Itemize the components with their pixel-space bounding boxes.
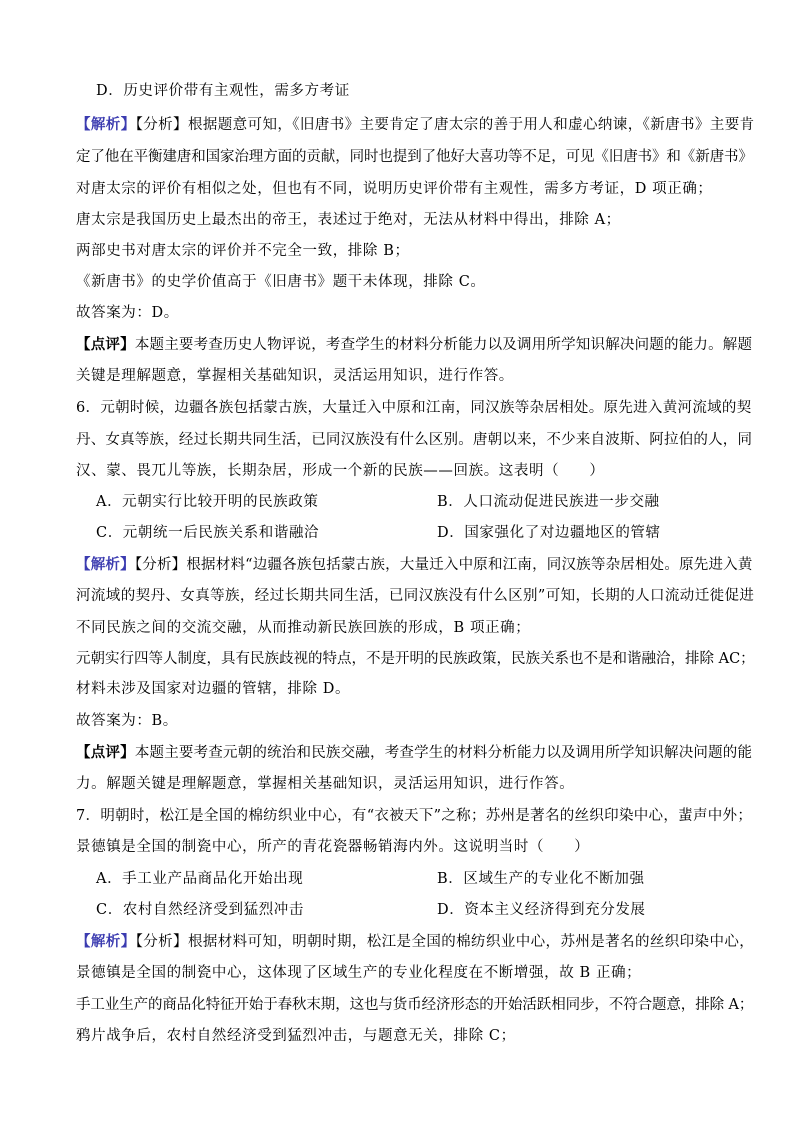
q5-comment-line-2: 关键是理解题意，掌握相关基础知识，灵活运用知识，进行作答。 — [76, 368, 514, 384]
q5-analysis-line-3: 对唐太宗的评价有相似之处，但也有不同，说明历史评价带有主观性，需多方考证，D 项正确； — [76, 181, 713, 197]
q6-stem-line-2: 丹、女真等族，经过长期共同生活，已同汉族没有什么区别。唐朝以来，不少来自波斯、阿拉伯的人，同 — [76, 432, 753, 448]
dianping-tag: 【点评】 — [76, 744, 135, 761]
q7-stem-line-2: 景德镇是全国的制瓷中心，所产的青花瓷器畅销海内外。这说明当时（ ） — [76, 839, 590, 855]
text: 【分析】根据材料“边疆各族包括蒙古族，大量迁入中原和江南，同汉族等杂居相处。原先进入黄 — [134, 557, 753, 573]
q7-options-row-2 — [96, 900, 754, 920]
q6-option-d: D．国家强化了对边疆地区的管辖 — [437, 525, 661, 541]
text: 本题主要考查元朝的统治和民族交融，考查学生的材料分析能力以及调用所学知识解决问题的能 — [134, 745, 753, 761]
q5-analysis-line-1 — [76, 115, 754, 135]
q6-option-c: C．元朝统一后民族关系和谐融洽 — [96, 525, 320, 541]
q6-options-row-2 — [96, 523, 754, 543]
q7-option-c: C．农村自然经济受到猛烈冲击 — [96, 902, 304, 918]
q7-analysis-line-4: 鸦片战争后，农村自然经济受到猛烈冲击，与题意无关，排除 C； — [76, 1028, 516, 1044]
q5-analysis-line-5: 两部史书对唐太宗的评价并不完全一致，排除 B； — [76, 243, 410, 259]
q7-analysis-line-1 — [76, 932, 754, 952]
q5-analysis-line-2: 定了他在平衡建唐和国家治理方面的贡献，同时也提到了他好大喜功等不足，可见《旧唐书》和《新唐书》 — [76, 149, 753, 165]
text: 【分析】根据题意可知，《旧唐书》主要肯定了唐太宗的善于用人和虚心纳谏，《新唐书》主要肯 — [135, 117, 755, 133]
q5-comment-line-1 — [76, 335, 754, 355]
q5-answer: 故答案为：D。 — [76, 305, 179, 321]
q5-analysis-line-6: 《新唐书》的史学价值高于《旧唐书》题干未体现，排除 C。 — [76, 274, 486, 290]
q6-analysis-line-5: 材料未涉及国家对边疆的管辖，排除 D。 — [76, 681, 351, 697]
text: 【分析】根据材料可知，明朝时期，松江是全国的棉纺织业中心，苏州是著名的丝织印染中心， — [135, 934, 755, 950]
q6-option-b: B．人口流动促进民族进一步交融 — [437, 494, 660, 510]
q6-option-a: A．元朝实行比较开明的民族政策 — [96, 494, 319, 510]
text: 本题主要考查历史人物评说，考查学生的材料分析能力以及调用所学知识解决问题的能力。解题 — [134, 337, 753, 353]
jiexi-tag: 【解析】 — [76, 556, 135, 573]
q6-answer: 故答案为：B。 — [76, 713, 178, 729]
q6-stem-line-1: 6．元朝时候，边疆各族包括蒙古族，大量迁入中原和江南，同汉族等杂居相处。原先进入黄河流域的契 — [76, 400, 752, 416]
q7-option-a: A．手工业产品商品化开始出现 — [96, 871, 304, 887]
q7-option-b: B．区域生产的专业化不断加强 — [437, 871, 645, 887]
q7-analysis-line-3: 手工业生产的商品化特征开始于春秋末期，这也与货币经济形态的开始活跃相同步，不符合题意，排除 A； — [76, 997, 754, 1013]
dianping-tag: 【点评】 — [76, 336, 135, 353]
jiexi-tag: 【解析】 — [76, 933, 136, 950]
q6-options-row-1 — [96, 492, 754, 512]
q6-analysis-line-4: 元朝实行四等人制度，具有民族歧视的特点，不是开明的民族政策，民族关系也不是和谐融洽，排除 AC； — [76, 651, 755, 667]
q5-analysis-line-4: 唐太宗是我国历史上最杰出的帝王，表述过于绝对，无法从材料中得出，排除 A； — [76, 212, 621, 228]
q7-option-d: D．资本主义经济得到充分发展 — [437, 902, 646, 918]
q6-comment-line-2: 力。解题关键是理解题意，掌握相关基础知识，灵活运用知识，进行作答。 — [76, 776, 575, 792]
q6-analysis-line-1 — [76, 555, 754, 575]
q7-stem-line-1: 7．明朝时，松江是全国的棉纺织业中心，有“衣被天下”之称；苏州是著名的丝织印染中心，蜚声中外； — [76, 808, 753, 824]
q6-analysis-line-2: 河流域的契丹、女真等族，经过长期共同生活，已同汉族没有什么区别”可知，长期的人口流动迁徙促进 — [76, 588, 755, 604]
q6-stem-line-3: 汉、蒙、畏兀儿等族，长期杂居，形成一个新的民族——回族。这表明（ ） — [76, 463, 605, 479]
q6-comment-line-1 — [76, 743, 754, 763]
q7-options-row-1 — [96, 869, 754, 889]
jiexi-tag: 【解析】 — [76, 116, 136, 133]
q7-analysis-line-2: 景德镇是全国的制瓷中心，这体现了区域生产的专业化程度在不断增强，故 B 正确； — [76, 965, 642, 981]
option-d-previous: D．历史评价带有主观性，需多方考证 — [96, 83, 350, 99]
q6-analysis-line-3: 不同民族之间的交流交融，从而推动新民族回族的形成，B 项正确； — [76, 620, 531, 636]
